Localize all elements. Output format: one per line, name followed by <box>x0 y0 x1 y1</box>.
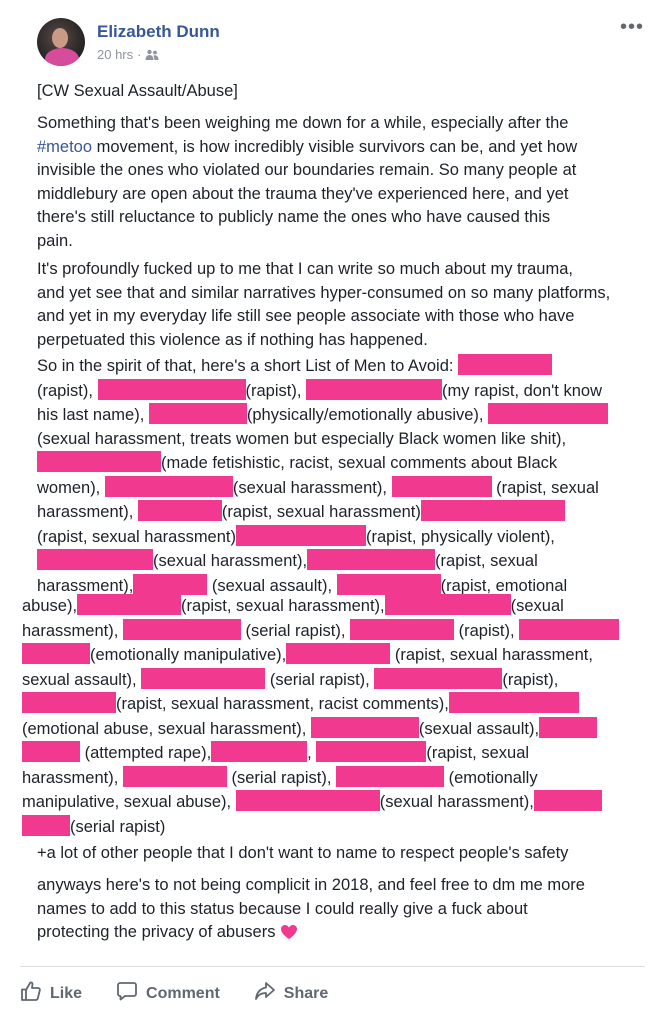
redaction <box>236 790 380 811</box>
paragraph-2 <box>37 258 610 352</box>
p1-line-6: pain. <box>37 231 73 250</box>
like-button[interactable] <box>20 980 82 1007</box>
redaction <box>133 574 207 595</box>
p1-line-1: Something that's been weighing me down for a while, especially after the <box>37 114 569 132</box>
share-arrow-icon <box>254 980 276 1007</box>
list-line <box>22 643 619 668</box>
list-text: (serial rapist), <box>231 768 332 787</box>
list-line <box>22 717 619 742</box>
list-text: (sexual <box>510 597 564 615</box>
redaction <box>149 403 247 424</box>
redaction <box>350 619 454 640</box>
redaction <box>488 403 608 424</box>
paragraph-5 <box>37 874 585 948</box>
redaction <box>123 619 241 640</box>
list-block-2 <box>22 594 619 839</box>
p5-line-3-text: protecting the privacy of abusers <box>37 923 276 941</box>
redaction <box>374 668 502 689</box>
more-options-icon[interactable]: ••• <box>620 16 645 38</box>
share-label: Share <box>283 984 329 1002</box>
redaction <box>519 619 619 640</box>
redaction <box>337 574 441 595</box>
p2-line-4: perpetuated this violence as if nothing has happened. <box>37 330 428 349</box>
list-text: , <box>307 744 312 762</box>
list-text: (rapist, sexual harassment) <box>37 527 236 546</box>
list-text: (emotional abuse, sexual harassment), <box>22 719 307 738</box>
redaction <box>534 790 602 811</box>
list-line <box>37 549 608 574</box>
list-text: (emotionally <box>448 768 538 787</box>
list-text: (sexual assault), <box>211 576 333 595</box>
list-line <box>22 692 619 717</box>
list-line <box>37 451 608 476</box>
list-line <box>22 741 619 766</box>
p1-line-2 <box>37 136 577 160</box>
list-line: (sexual harassment, treats women but especially Black women like shit), <box>37 429 567 448</box>
paragraph-1 <box>37 112 577 253</box>
list-text: (rapist), <box>458 621 515 640</box>
redaction <box>236 525 366 546</box>
list-line <box>37 476 608 501</box>
redaction <box>98 379 246 400</box>
list-text: his last name), <box>37 406 145 424</box>
p1-line-4: middlebury are open about the trauma they've experienced here, and yet <box>37 184 569 203</box>
redaction <box>37 549 153 570</box>
avatar-face <box>52 28 68 48</box>
list-text: harassment), <box>22 621 119 640</box>
post-meta <box>97 47 159 62</box>
list-text: (rapist, sexual <box>426 744 530 762</box>
redaction <box>22 692 116 713</box>
redaction <box>307 549 435 570</box>
list-block-1 <box>37 354 608 598</box>
list-text: (sexual harassment), <box>232 478 387 497</box>
friends-icon[interactable] <box>145 49 159 61</box>
action-bar <box>20 980 362 1007</box>
author-avatar[interactable] <box>37 18 85 66</box>
list-text: (serial rapist), <box>245 621 346 640</box>
redaction <box>138 500 222 521</box>
list-line <box>22 766 619 791</box>
list-text: (my rapist, don't know <box>442 381 602 400</box>
thumbs-up-icon <box>20 980 42 1007</box>
comment-button[interactable] <box>116 980 220 1007</box>
list-line <box>22 594 619 619</box>
list-text: harassment), <box>37 503 134 521</box>
redaction <box>141 668 265 689</box>
avatar-shirt <box>45 48 79 66</box>
list-text: harassment), <box>22 768 119 787</box>
list-intro: So in the spirit of that, here's a short List of Men to Avoid: <box>37 357 454 375</box>
list-text: (rapist), <box>37 381 93 400</box>
author-name[interactable]: Elizabeth Dunn <box>97 22 220 41</box>
p2-line-3: and yet in my everyday life still see people associate with those who have <box>37 307 575 325</box>
redaction <box>22 741 80 762</box>
p1-line-2-text: movement, is how incredibly visible survivors can be, and yet how <box>92 137 578 156</box>
list-line <box>37 403 608 428</box>
redaction <box>286 643 390 664</box>
redaction <box>392 476 492 497</box>
redaction <box>123 766 227 787</box>
redaction <box>22 643 90 664</box>
list-text: (rapist, sexual harassment) <box>221 503 421 521</box>
list-text: (rapist, sexual harassment, <box>394 646 593 664</box>
redaction <box>211 741 307 762</box>
list-text: (attempted rape), <box>84 744 212 762</box>
redaction <box>539 717 597 738</box>
list-text: sexual assault), <box>22 670 137 689</box>
list-text: (made fetishistic, racist, sexual comments about Black <box>161 454 558 472</box>
redaction <box>22 815 70 836</box>
list-text: (rapist, sexual <box>435 552 538 570</box>
redaction <box>458 354 552 375</box>
like-label: Like <box>50 984 83 1002</box>
list-text: harassment), <box>37 576 134 595</box>
redaction <box>421 500 565 521</box>
list-text: women), <box>37 478 101 497</box>
p5-line-3 <box>37 921 585 948</box>
list-text: (rapist, emotional <box>440 576 568 595</box>
redaction <box>37 451 161 472</box>
list-line <box>37 500 608 525</box>
list-text: (sexual assault), <box>418 719 540 738</box>
redaction <box>306 379 442 400</box>
meta-separator: · <box>137 47 142 62</box>
list-line <box>37 525 608 550</box>
paragraph-4: +a lot of other people that I don't want to name to respect people's safety <box>37 844 569 862</box>
list-text: (sexual harassment), <box>379 793 534 811</box>
list-text: (rapist, sexual harassment, racist comments), <box>116 695 449 713</box>
comment-bubble-icon <box>116 980 138 1007</box>
list-text: (rapist, sexual harassment), <box>181 597 385 615</box>
list-text: (rapist), <box>245 381 302 400</box>
list-line <box>37 354 608 379</box>
list-line <box>37 379 608 404</box>
p1-line-5: there's still reluctance to publicly name the ones who have caused this <box>37 208 551 226</box>
list-line <box>22 815 619 840</box>
list-text: (emotionally manipulative), <box>90 646 287 664</box>
list-line <box>22 790 619 815</box>
redaction <box>449 692 579 713</box>
list-text: (physically/emotionally abusive), <box>246 406 484 424</box>
redaction <box>311 717 419 738</box>
redaction <box>105 476 233 497</box>
redaction <box>385 594 511 615</box>
action-divider <box>20 966 645 967</box>
p2-line-1: It's profoundly fucked up to me that I can write so much about my trauma, <box>37 260 573 278</box>
list-text: (sexual harassment), <box>153 552 308 570</box>
redaction <box>316 741 426 762</box>
list-text: abuse), <box>22 597 78 615</box>
list-line <box>22 619 619 644</box>
p5-line-1: anyways here's to not being complicit in 2018, and feel free to dm me more <box>37 876 585 894</box>
comment-label: Comment <box>146 984 220 1002</box>
list-text: (rapist, sexual <box>496 478 599 497</box>
content-warning: [CW Sexual Assault/Abuse] <box>37 82 238 100</box>
list-text: (serial rapist) <box>70 817 166 836</box>
redaction <box>336 766 444 787</box>
p2-line-2: and yet see that and similar narratives hyper-consumed on so many platforms, <box>37 283 611 302</box>
post-time[interactable]: 20 hrs <box>97 47 134 62</box>
list-text: (rapist, physically violent), <box>366 527 555 546</box>
redaction <box>77 594 181 615</box>
list-line <box>22 668 619 693</box>
metoo-hashtag-link[interactable]: #metoo <box>37 137 93 156</box>
share-button[interactable] <box>254 980 328 1007</box>
heart-emoji-icon <box>280 924 298 948</box>
list-text: (serial rapist), <box>269 670 370 689</box>
list-text: (rapist), <box>502 670 559 689</box>
p1-line-3: invisible the ones who violated our boundaries remain. So many people at <box>37 161 577 179</box>
p5-line-2: names to add to this status because I could really give a fuck about <box>37 899 528 918</box>
list-text: manipulative, sexual abuse), <box>22 793 232 811</box>
